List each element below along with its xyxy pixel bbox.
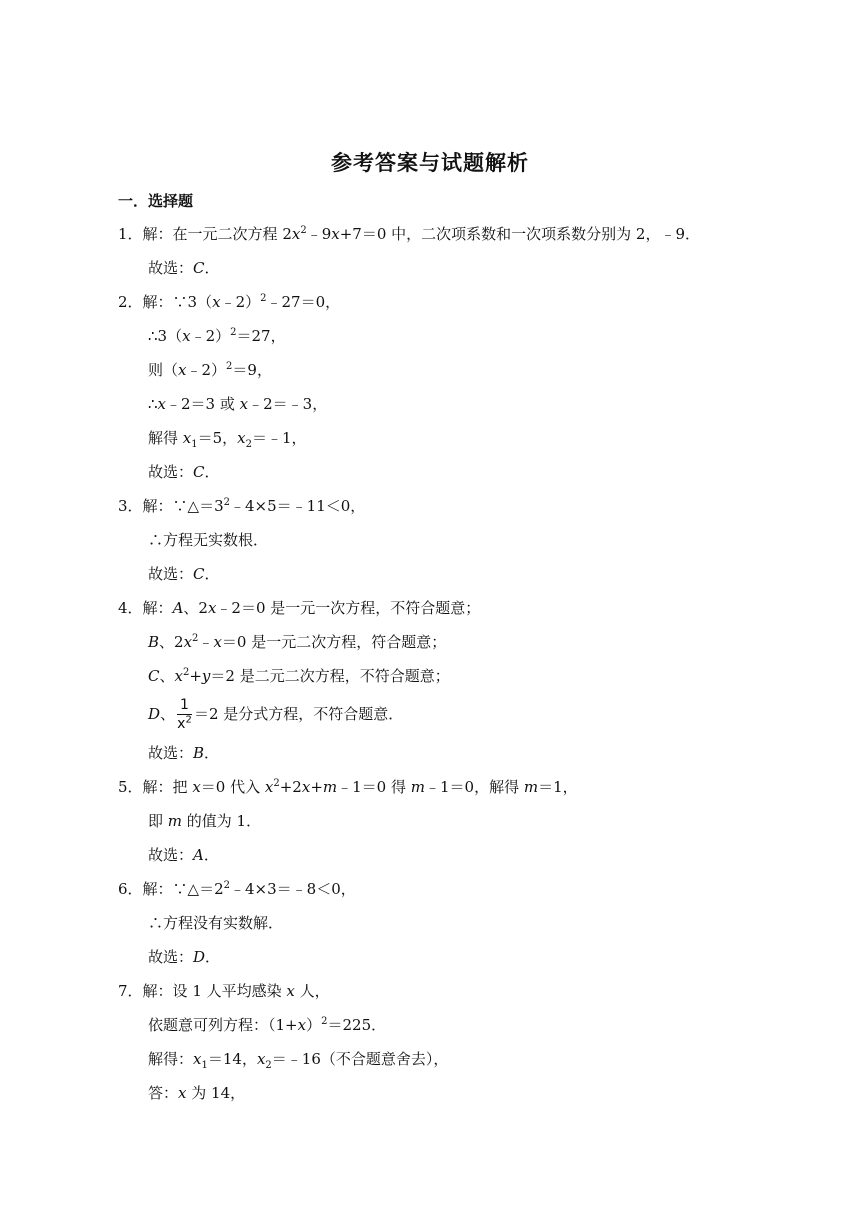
fraction: $\frac{1}{x^2}$ xyxy=(177,697,192,732)
q3-line-2: ∴方程无实数根． xyxy=(148,531,269,549)
q7-line-3: 解得：$x_1=14$，$x_2=﹣16$（不合题意舍去）， xyxy=(148,1050,449,1071)
question-number: 2． xyxy=(118,293,143,311)
answer-choice: A xyxy=(193,846,204,864)
q7-line-2: 依题意可列方程：$(1+x)^2=225$． xyxy=(148,1016,387,1034)
answer-choice: B xyxy=(193,744,205,762)
section-heading: 一．选择题 xyxy=(118,192,194,210)
q2-line-2: ∴3（x﹣2）$^2$＝27， xyxy=(148,327,286,345)
q2-line-1: 2．解：∵3（x﹣2）$^2$﹣27＝0， xyxy=(118,293,341,311)
question-number: 4． xyxy=(118,599,143,617)
q6-answer: 故选：D． xyxy=(148,948,221,966)
answer-choice: C xyxy=(193,259,205,277)
question-number: 1． xyxy=(118,225,143,243)
page-title: 参考答案与试题解析 xyxy=(331,151,529,175)
q5-answer: 故选：A． xyxy=(148,846,219,864)
q1-line-1: 1．解：在一元二次方程 $2x^2﹣9x+7=0$ 中，二次项系数和一次项系数分别为 2，﹣9． xyxy=(118,225,700,243)
q7-line-4: 答：x 为 14， xyxy=(148,1084,246,1102)
q4-line-2: B、$2x^2﹣x=0$ 是一元二次方程，符合题意； xyxy=(148,633,447,651)
q5-line-2: 即 m 的值为 1． xyxy=(148,812,262,830)
q6-line-1: 6．解：$\because\triangle=2^2﹣4\times 3=﹣8<0$， xyxy=(118,880,356,898)
question-number: 5． xyxy=(118,778,143,796)
q2-line-4: ∴x﹣2＝3 或 x﹣2＝﹣3， xyxy=(148,395,328,413)
q4-answer: 故选：B． xyxy=(148,744,220,762)
q3-line-1: 3．解：$\because\triangle=3^2﹣4\times 5=﹣11<0$， xyxy=(118,497,366,515)
q1-answer: 故选：C． xyxy=(148,259,220,277)
question-number: 7． xyxy=(118,982,143,1000)
q4-line-3: C、$x^2+y=2$ 是二元二次方程，不符合题意； xyxy=(148,667,450,685)
q2-line-5: 解得 $x_1=5$，$x_2=﹣1$， xyxy=(148,429,307,450)
answer-choice: D xyxy=(193,948,206,966)
question-number: 6． xyxy=(118,880,143,898)
answer-choice: C xyxy=(193,565,205,583)
q2-answer: 故选：C． xyxy=(148,463,220,481)
q5-line-1: 5．解：把 x＝0 代入 $x^2+2x+m﹣1=0$ 得 m﹣1＝0，解得 m＝1， xyxy=(118,778,578,796)
q4-line-1: 4．解：A、2x﹣2＝0 是一元一次方程，不符合题意； xyxy=(118,599,481,617)
answer-choice: C xyxy=(193,463,205,481)
q4-line-4: D、 $\frac{1}{x^2}$ ＝2 是分式方程，不符合题意． xyxy=(148,697,404,732)
q7-line-1: 7．解：设 1 人平均感染 x 人， xyxy=(118,982,330,1000)
question-number: 3． xyxy=(118,497,143,515)
q2-line-3: 则（x﹣2）$^2$＝9， xyxy=(148,361,272,379)
q3-answer: 故选：C． xyxy=(148,565,220,583)
q6-line-2: ∴方程没有实数解． xyxy=(148,914,284,932)
